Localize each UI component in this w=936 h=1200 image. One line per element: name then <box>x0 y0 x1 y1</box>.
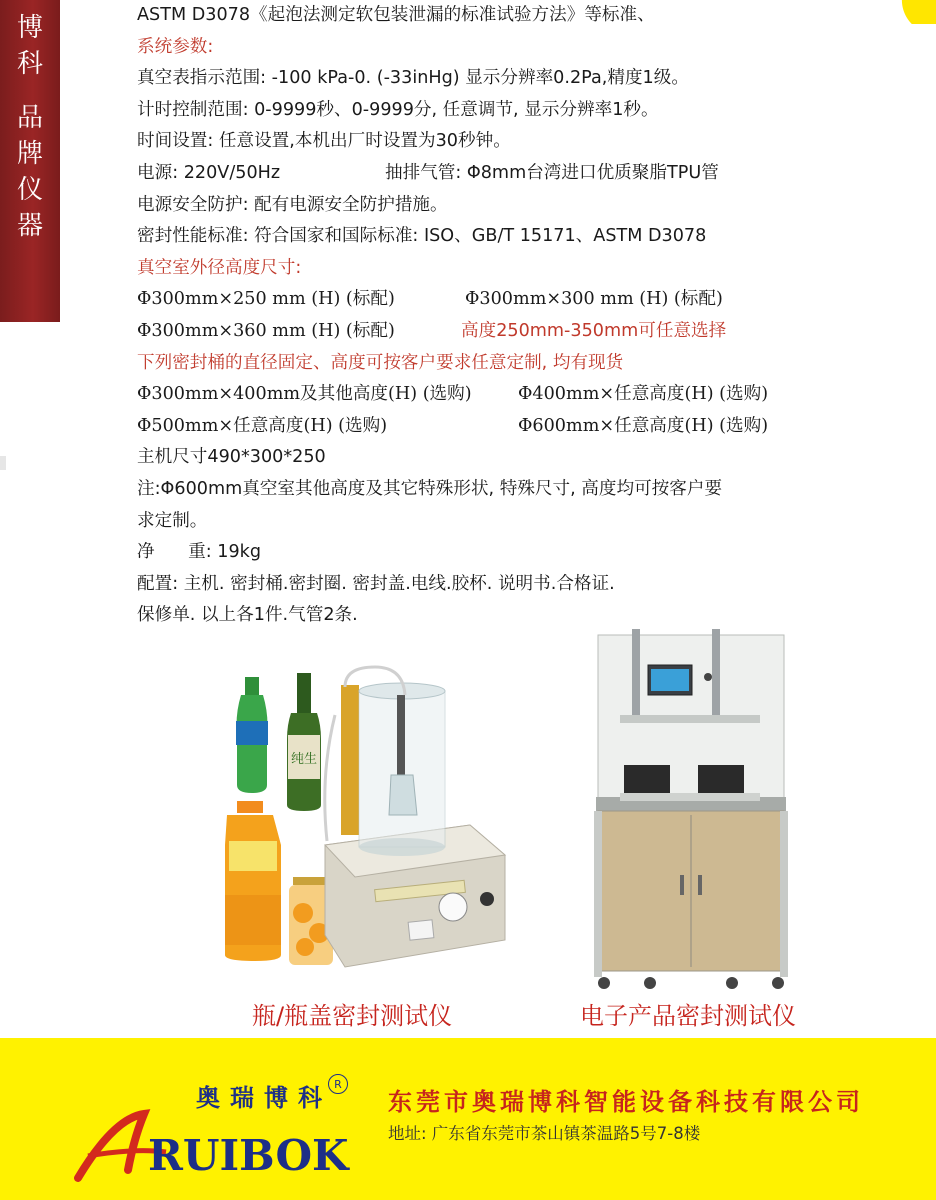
caption-bottle-tester: 瓶/瓶盖密封测试仪 <box>252 1002 453 1030</box>
electronic-tester-photo <box>590 625 790 995</box>
chamber-row-1 <box>137 284 877 316</box>
company-footer <box>0 1038 936 1200</box>
spec-host-size: 主机尺寸490*300*250 <box>137 447 326 468</box>
svg-text:纯生: 纯生 <box>290 752 318 767</box>
logo-text: RUIBOK <box>148 1131 349 1180</box>
chamber-size: Φ300mm×300 mm (H) (标配) <box>465 289 723 310</box>
side-tab-char: 仪 <box>16 175 43 205</box>
standard-line: ASTM D3078《起泡法测定软包装泄漏的标准试验方法》等标准、 <box>137 5 655 25</box>
optional-row-1 <box>137 379 877 411</box>
bottle-tester-photo <box>215 655 525 995</box>
spec-time-setting: 时间设置: 任意设置,本机出厂时设置为30秒钟。 <box>137 131 511 152</box>
green-bottle-icon <box>236 677 268 793</box>
spec-power-row <box>137 158 877 190</box>
spec-note: 注:Φ600mm真空室其他高度及其它特殊形状, 特殊尺寸, 高度均可按客户要 <box>137 478 723 499</box>
spec-note-cont: 求定制。 <box>137 510 208 531</box>
registered-icon: R <box>328 1074 348 1094</box>
edge-mark <box>0 456 6 470</box>
juice-bottle-icon <box>225 801 281 961</box>
company-address: 地址: 广东省东莞市茶山镇茶温路5号7-8楼 <box>388 1124 701 1143</box>
section-heading-chamber: 真空室外径高度尺寸: <box>137 257 302 278</box>
side-tab-char: 品 <box>16 103 43 133</box>
side-tab-char: 器 <box>16 211 43 241</box>
side-tab-char: 博 <box>16 13 43 43</box>
optional-size: Φ400mm×任意高度(H) (选购) <box>518 384 769 405</box>
chamber-size: Φ300mm×250 mm (H) (标配) <box>137 289 395 310</box>
logo-chinese: 奥瑞博科 <box>196 1084 332 1112</box>
chamber-height-note: 高度250mm-350mm可任意选择 <box>461 320 727 341</box>
optional-size: Φ300mm×400mm及其他高度(H) (选购) <box>137 384 472 405</box>
company-name: 东莞市奥瑞博科智能设备科技有限公司 <box>388 1087 864 1116</box>
brand-side-tab <box>0 0 60 322</box>
beer-bottle-icon <box>287 673 321 811</box>
tester-machine-icon <box>325 667 505 967</box>
side-tab-char: 科 <box>16 49 43 79</box>
optional-row-2 <box>137 411 877 443</box>
spec-standards: 密封性能标准: 符合国家和国际标准: ISO、GB/T 15171、ASTM D3078 <box>137 226 707 247</box>
optional-size: Φ500mm×任意高度(H) (选购) <box>137 415 388 436</box>
corner-decoration <box>894 0 936 24</box>
spec-config: 配置: 主机. 密封桶.密封圈. 密封盖.电线.胶杯. 说明书.合格证. <box>137 573 615 594</box>
optional-size: Φ600mm×任意高度(H) (选购) <box>518 415 769 436</box>
spec-vacuum-range: 真空表指示范围: -100 kPa-0. (-33inHg) 显示分辨率0.2Pa,精度1级。 <box>137 68 689 89</box>
spec-timer-range: 计时控制范围: 0-9999秒、0-9999分, 任意调节, 显示分辨率1秒。 <box>137 99 659 120</box>
spec-weight: 净 重: 19kg <box>137 542 262 563</box>
cabinet-machine-icon <box>594 629 788 989</box>
caption-electronic-tester: 电子产品密封测试仪 <box>580 1002 796 1030</box>
spec-safety: 电源安全防护: 配有电源安全防护措施。 <box>137 194 448 215</box>
section-heading-params: 系统参数: <box>137 36 214 57</box>
spec-power: 电源: 220V/50Hz <box>137 162 281 183</box>
chamber-size: Φ300mm×360 mm (H) (标配) <box>137 320 395 341</box>
spec-exhaust-tube: 抽排气管: Φ8mm台湾进口优质聚脂TPU管 <box>385 162 719 183</box>
chamber-row-2 <box>137 316 877 348</box>
brand-logo <box>74 1108 364 1188</box>
spec-block <box>137 0 877 632</box>
spec-config-cont: 保修单. 以上各1件.气管2条. <box>137 605 358 626</box>
side-tab-char: 牌 <box>16 139 43 169</box>
custom-note: 下列密封桶的直径固定、高度可按客户要求任意定制, 均有现货 <box>137 352 624 373</box>
